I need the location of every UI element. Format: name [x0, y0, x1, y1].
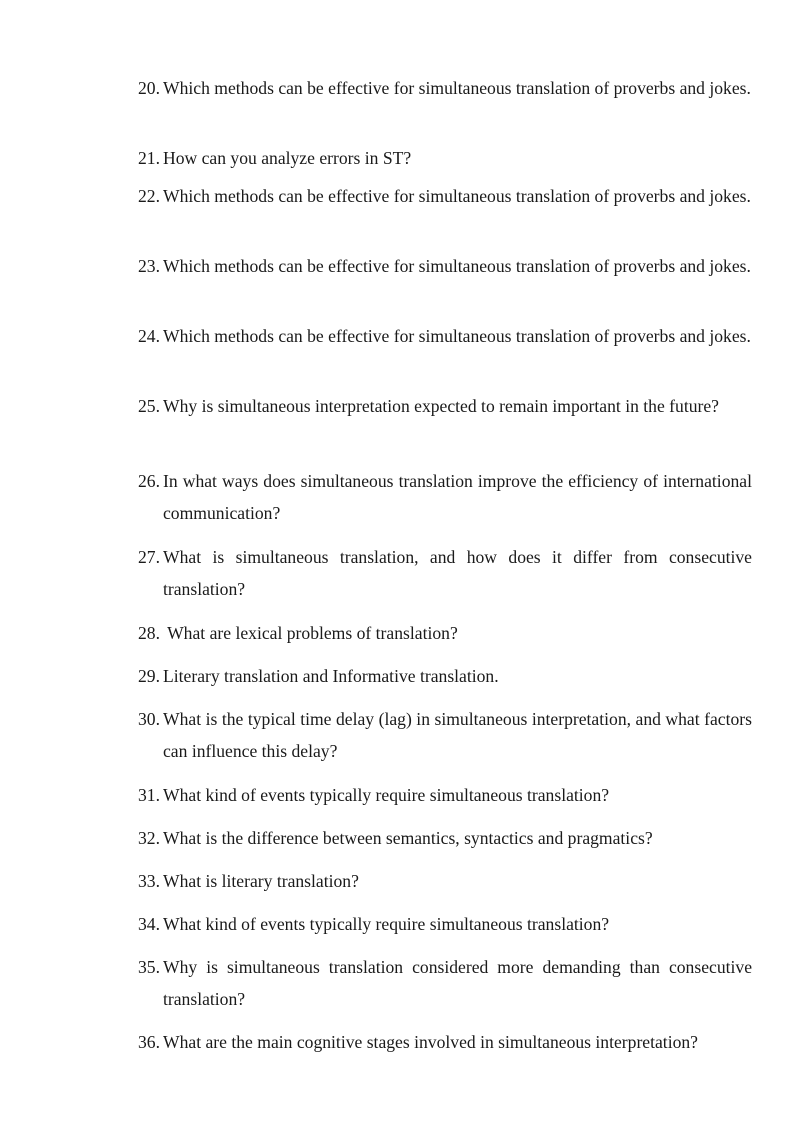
- item-number: 22.: [138, 186, 160, 206]
- item-number: 24.: [138, 326, 160, 346]
- item-number: 27.: [138, 547, 160, 567]
- list-item: [138, 1026, 752, 1058]
- item-number: 28.: [138, 623, 160, 643]
- list-item: [138, 951, 752, 1015]
- item-number: 32.: [138, 828, 160, 848]
- item-text: What is the difference between semantics, syntactics and pragmatics?: [163, 828, 653, 848]
- item-number: 36.: [138, 1032, 160, 1052]
- item-number: 34.: [138, 914, 160, 934]
- item-text: Which methods can be effective for simultaneous translation of proverbs and jokes.: [163, 78, 751, 98]
- item-text: Which methods can be effective for simultaneous translation of proverbs and jokes.: [163, 186, 751, 206]
- list-item: [138, 822, 752, 854]
- item-number: 21.: [138, 148, 160, 168]
- list-item: [138, 541, 752, 605]
- item-text: Why is simultaneous interpretation expected to remain important in the future?: [163, 396, 719, 416]
- list-item: [138, 779, 752, 811]
- item-text: What is the typical time delay (lag) in simultaneous interpretation, and what factors can influence this delay?: [163, 709, 752, 761]
- item-number: 20.: [138, 78, 160, 98]
- list-item: [138, 908, 752, 940]
- item-text: How can you analyze errors in ST?: [163, 148, 412, 168]
- item-text: What kind of events typically require simultaneous translation?: [163, 914, 610, 934]
- item-text: What are lexical problems of translation?: [163, 623, 458, 643]
- item-number: 33.: [138, 871, 160, 891]
- item-text: What is literary translation?: [163, 871, 359, 891]
- item-text: Which methods can be effective for simultaneous translation of proverbs and jokes.: [163, 326, 751, 346]
- item-number: 26.: [138, 471, 160, 491]
- item-text: Which methods can be effective for simultaneous translation of proverbs and jokes.: [163, 256, 751, 276]
- list-item: [138, 865, 752, 897]
- item-number: 35.: [138, 957, 160, 977]
- item-number: 30.: [138, 709, 160, 729]
- item-number: 25.: [138, 396, 160, 416]
- item-number: 23.: [138, 256, 160, 276]
- list-item: [138, 617, 752, 649]
- list-item: [138, 390, 752, 422]
- item-number: 31.: [138, 785, 160, 805]
- item-text: What kind of events typically require simultaneous translation?: [163, 785, 610, 805]
- list-item: [138, 142, 752, 174]
- list-item: [138, 72, 752, 104]
- list-item: [138, 180, 752, 212]
- item-text: Literary translation and Informative translation.: [163, 666, 499, 686]
- item-text: Why is simultaneous translation considered more demanding than consecutive translation?: [163, 957, 752, 1009]
- list-item: [138, 250, 752, 282]
- item-text: What is simultaneous translation, and how does it differ from consecutive translation?: [163, 547, 752, 599]
- list-item: [138, 703, 752, 767]
- list-item: [138, 660, 752, 692]
- list-item: [138, 320, 752, 352]
- item-text: What are the main cognitive stages involved in simultaneous interpretation?: [163, 1032, 698, 1052]
- list-item: [138, 465, 752, 529]
- item-number: 29.: [138, 666, 160, 686]
- item-text: In what ways does simultaneous translation improve the efficiency of international communication?: [163, 471, 752, 523]
